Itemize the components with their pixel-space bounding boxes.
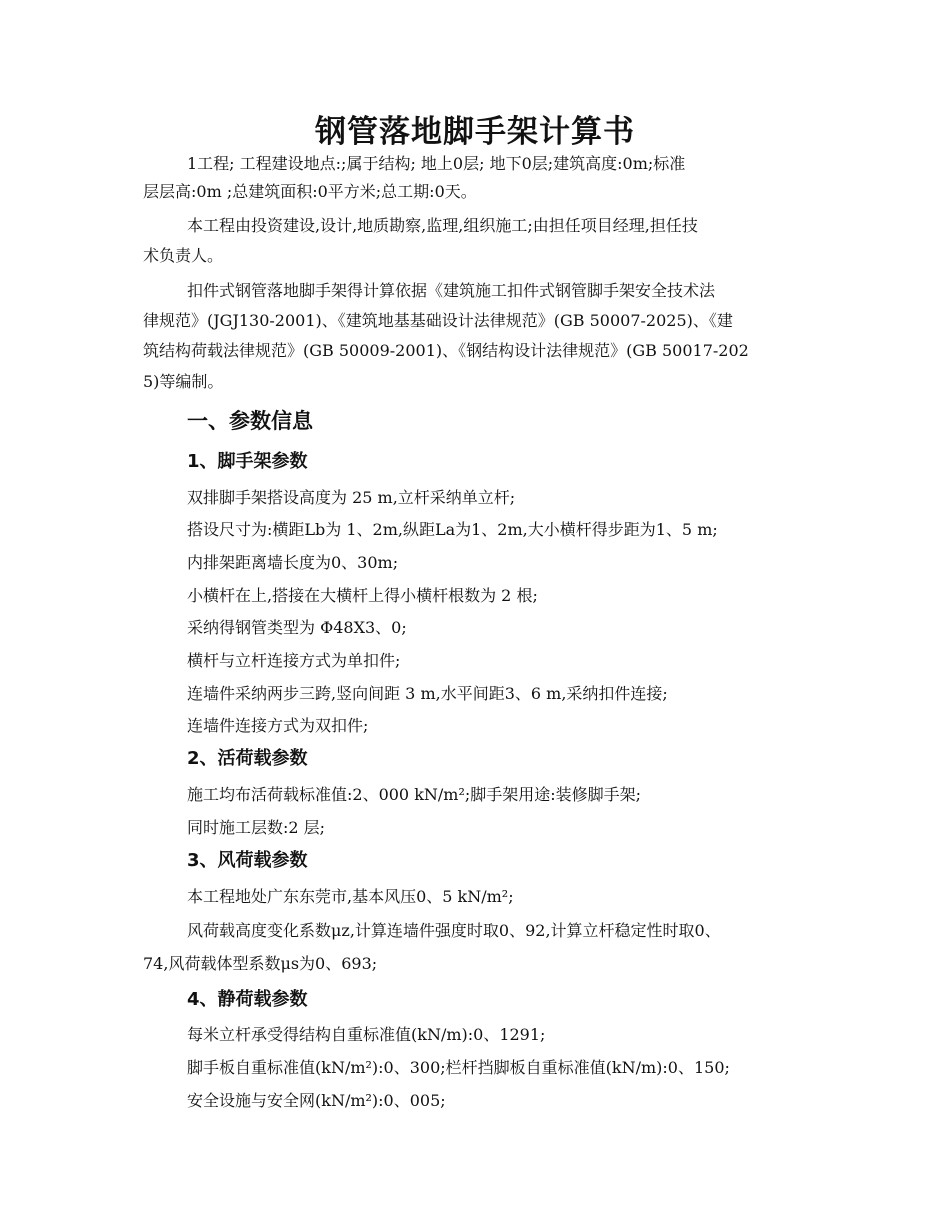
param-line: 小横杆在上,搭接在大横杆上得小横杆根数为 2 根; xyxy=(187,586,538,605)
param-line: 本工程地处广东东莞市,基本风压0、5 kN/m²; xyxy=(187,887,514,906)
section-heading: 一、参数信息 xyxy=(187,409,313,433)
intro-line: 5)等编制。 xyxy=(143,372,224,391)
param-line: 74,风荷载体型系数μs为0、693; xyxy=(143,954,378,973)
subsection-heading: 4、静荷载参数 xyxy=(187,989,308,1010)
param-line: 风荷载高度变化系数μz,计算连墙件强度时取0、92,计算立杆稳定性时取0、 xyxy=(187,921,721,940)
subsection-heading: 1、脚手架参数 xyxy=(187,451,308,472)
param-line: 采纳得钢管类型为 Φ48X3、0; xyxy=(187,618,407,637)
param-line: 每米立杆承受得结构自重标准值(kN/m):0、1291; xyxy=(187,1025,546,1044)
param-line: 脚手板自重标准值(kN/m²):0、300;栏杆挡脚板自重标准值(kN/m):0、150; xyxy=(187,1058,730,1077)
intro-line: 术负责人。 xyxy=(143,246,224,265)
intro-line: 层层高:0m ;总建筑面积:0平方米;总工期:0天。 xyxy=(143,182,477,201)
param-line: 双排脚手架搭设高度为 25 m,立杆采纳单立杆; xyxy=(187,488,516,507)
param-line: 同时施工层数:2 层; xyxy=(187,818,326,837)
param-line: 搭设尺寸为:横距Lb为 1、2m,纵距La为1、2m,大小横杆得步距为1、5 m; xyxy=(187,520,718,539)
subsection-heading: 3、风荷载参数 xyxy=(187,850,308,871)
intro-line: 律规范》(JGJ130-2001)、《建筑地基基础设计法律规范》(GB 50007-2025)、《建 xyxy=(143,311,733,330)
param-line: 内排架距离墙长度为0、30m; xyxy=(187,553,399,572)
intro-line: 1工程; 工程建设地点:;属于结构; 地上0层; 地下0层;建筑高度:0m;标准 xyxy=(187,154,686,173)
subsection-heading: 2、活荷载参数 xyxy=(187,748,308,769)
param-line: 横杆与立杆连接方式为单扣件; xyxy=(187,651,401,670)
param-line: 连墙件采纳两步三跨,竖向间距 3 m,水平间距3、6 m,采纳扣件连接; xyxy=(187,684,668,703)
intro-line: 筑结构荷载法律规范》(GB 50009-2001)、《钢结构设计法律规范》(GB 50017-202 xyxy=(143,341,749,360)
param-line: 安全设施与安全网(kN/m²):0、005; xyxy=(187,1091,446,1110)
intro-line: 本工程由投资建设,设计,地质勘察,监理,组织施工;由担任项目经理,担任技 xyxy=(187,216,698,235)
param-line: 施工均布活荷载标准值:2、000 kN/m²;脚手架用途:装修脚手架; xyxy=(187,785,642,804)
param-line: 连墙件连接方式为双扣件; xyxy=(187,716,369,735)
intro-line: 扣件式钢管落地脚手架得计算依据《建筑施工扣件式钢管脚手架安全技术法 xyxy=(187,281,716,300)
document-title: 钢管落地脚手架计算书 xyxy=(315,114,635,150)
